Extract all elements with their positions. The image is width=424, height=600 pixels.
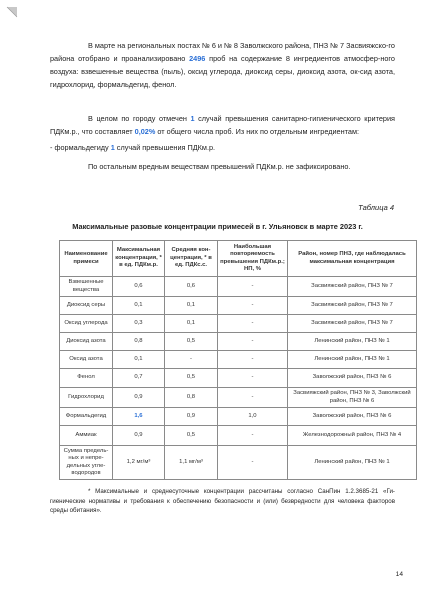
table-label: Таблица 4: [358, 203, 394, 212]
samples-count: 2496: [189, 54, 206, 63]
table-cell: 0,6: [113, 277, 165, 297]
table-cell: Засвияжский район, ПНЗ № 7: [288, 315, 417, 333]
header-cell: Наибольшая повторяемость превышения ПДКм.р.; НП, %: [218, 241, 288, 277]
table-row: [60, 369, 417, 388]
table-cell: Заволжский район, ПНЗ № 6: [288, 369, 417, 388]
exceedance-percent: 0,02%: [134, 127, 156, 136]
table-cell: 0,5: [165, 333, 218, 351]
table-cell: Фенол: [60, 369, 113, 388]
table-row: [60, 446, 417, 480]
table-row: [60, 426, 417, 446]
table-cell: Заволжский район, ПНЗ № 6: [288, 408, 417, 426]
table-row: [60, 297, 417, 315]
table-cell: -: [218, 315, 288, 333]
page-number: 14: [395, 571, 403, 578]
paragraph-samples: В марте на региональных постах № 6 и № 8 Заволжского района, ПНЗ № 7 Засвияжско-го района отобрано и проанализировано 2496 проб на содержание 8 ингредиентов атмосфер-ного воздуха: взвешенные вещества (пыль), оксид углерода, диоксид серы, диоксид азота, ок-сид азота, гидрохлорид, формальдегид, фенол.: [50, 41, 395, 89]
table-cell: Оксид углерода: [60, 315, 113, 333]
table-cell: Диоксид серы: [60, 297, 113, 315]
table-cell: Железнодорожный район, ПНЗ № 4: [288, 426, 417, 446]
table-cell: Гидрохлорид: [60, 388, 113, 408]
table-cell: Формальдегид: [60, 408, 113, 426]
table-cell: 0,6: [165, 277, 218, 297]
table-cell: Ленинский район, ПНЗ № 1: [288, 333, 417, 351]
table-header-row: [60, 241, 417, 277]
table-cell: 0,8: [165, 388, 218, 408]
table-title: Максимальные разовые концентрации примесей в г. Ульяновск в марте 2023 г.: [72, 222, 363, 231]
table-cell: -: [218, 426, 288, 446]
table-cell: 1,2 мг/м³: [113, 446, 165, 480]
table-row: [60, 333, 417, 351]
table-cell: Сумма предель-ных и непре-дельных угле-водородов: [60, 446, 113, 480]
exceedance-count: 1: [190, 114, 195, 123]
table-cell: 0,1: [165, 297, 218, 315]
table-cell: -: [218, 369, 288, 388]
table-row: [60, 277, 417, 297]
table-cell: 0,8: [113, 333, 165, 351]
table-cell: 1,0: [218, 408, 288, 426]
concentration-table: [59, 240, 417, 480]
table-row: [60, 388, 417, 408]
paragraph-exceedances: В целом по городу отмечен 1 случай превышения санитарно-гигиенического критерия ПДКм.р., что составляет 0,02% от общего числа проб. Из них по отдельным ингредиентам:: [50, 114, 395, 136]
table-cell: 0,7: [113, 369, 165, 388]
table-cell: 0,5: [165, 426, 218, 446]
table-row: [60, 351, 417, 369]
table-cell: 0,9: [113, 388, 165, 408]
header-cell: Средняя кон-центрация, * в ед. ПДКс.с.: [165, 241, 218, 277]
table-cell: 0,9: [165, 408, 218, 426]
table-cell: -: [218, 388, 288, 408]
table-cell: Взвешенные вещества: [60, 277, 113, 297]
table-cell: 0,3: [113, 315, 165, 333]
table-cell: Аммиак: [60, 426, 113, 446]
table-cell: Ленинский район, ПНЗ № 1: [288, 351, 417, 369]
table-cell: 0,1: [113, 297, 165, 315]
table-cell: 1,1 мг/м³: [165, 446, 218, 480]
table-cell: -: [218, 297, 288, 315]
table-cell: -: [218, 351, 288, 369]
table-cell: 0,5: [165, 369, 218, 388]
table-cell: Оксид азота: [60, 351, 113, 369]
paragraph-no-exceedances: По остальным вредным веществам превышений ПДКм.р. не зафиксировано.: [88, 162, 351, 171]
table-cell: -: [218, 446, 288, 480]
table-cell: -: [165, 351, 218, 369]
table-cell: 0,9: [113, 426, 165, 446]
table-cell: -: [218, 333, 288, 351]
header-cell: Максимальная концентрация, * в ед. ПДКм.р.: [113, 241, 165, 277]
table-cell: Засвияжский район, ПНЗ № 7: [288, 297, 417, 315]
table-cell: Диоксид азота: [60, 333, 113, 351]
table-cell: 0,1: [113, 351, 165, 369]
table-row: [60, 315, 417, 333]
table-row: [60, 408, 417, 426]
header-cell: Район, номер ПНЗ, где наблюдалась максимальная концентрация: [288, 241, 417, 277]
formaldehyde-count: 1: [110, 143, 115, 152]
table-cell: 0,1: [165, 315, 218, 333]
footnote: * Максимальные и среднесуточные концентрации рассчитаны согласно СанПин 1.2.3685-21 «Ги-гиенические нормативы и требования к обеспечению безопасности и (или) безвредности для человека факторов среды обитания».: [50, 488, 395, 515]
table-cell: 1,6: [113, 408, 165, 426]
table-cell: Засвияжский район, ПНЗ № 3, Заволжский район, ПНЗ № 6: [288, 388, 417, 408]
table-cell: Ленинский район, ПНЗ № 1: [288, 446, 417, 480]
table-cell: -: [218, 277, 288, 297]
header-cell: Наименование примеси: [60, 241, 113, 277]
table-cell: Засвияжский район, ПНЗ № 7: [288, 277, 417, 297]
page-corner-mark-icon: [6, 6, 18, 18]
paragraph-formaldehyde: - формальдегиду 1 случай превышения ПДКм.р.: [50, 143, 216, 152]
